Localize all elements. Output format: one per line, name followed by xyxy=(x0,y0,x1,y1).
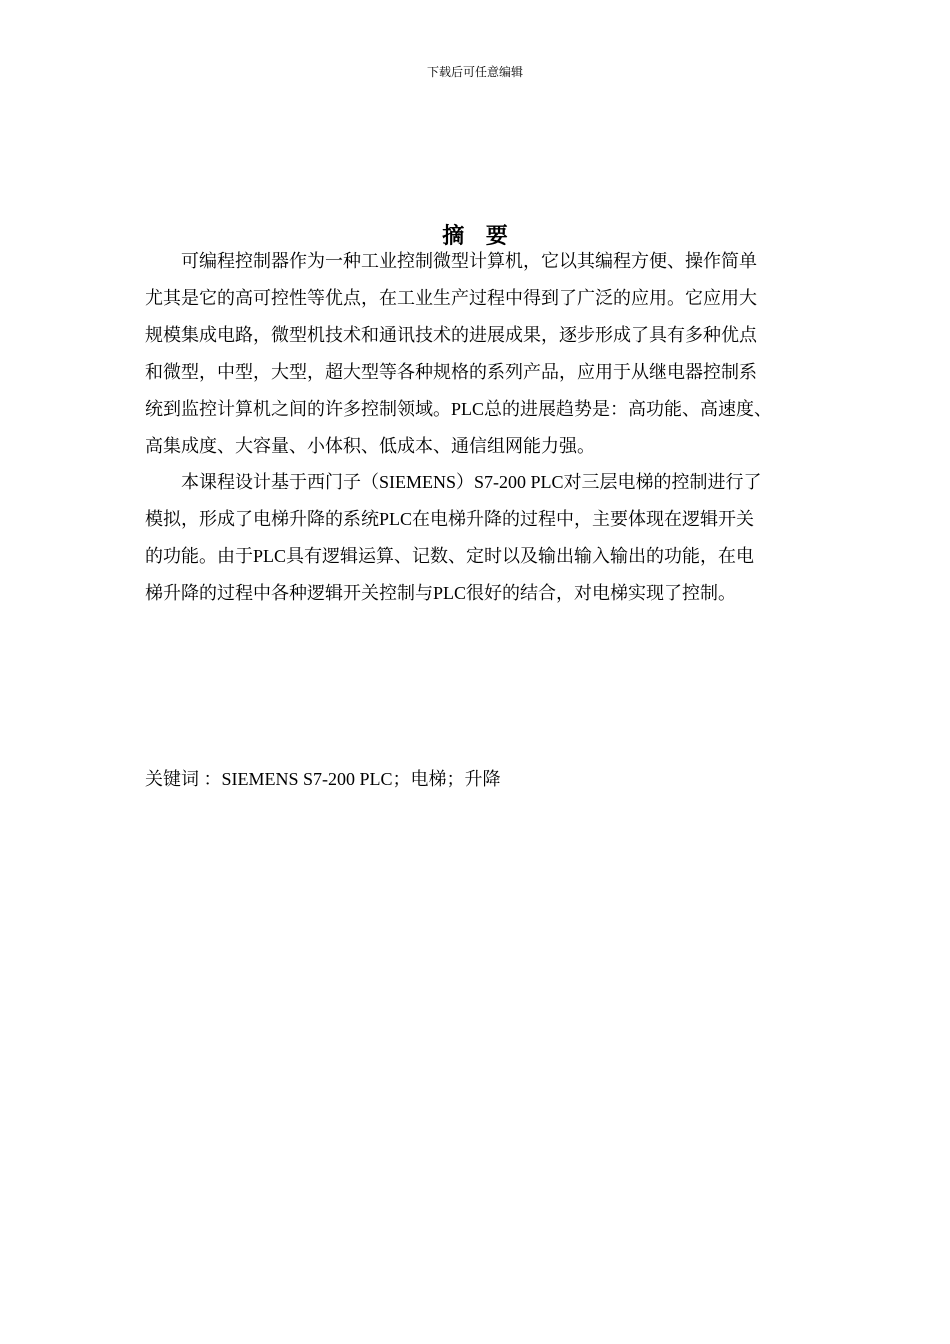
paragraph-line: 梯升降的过程中各种逻辑开关控制与PLC很好的结合，对电梯实现了控制。 xyxy=(145,583,737,603)
paragraph-line: 规模集成电路，微型机技术和通讯技术的进展成果，逐步形成了具有多种优点 xyxy=(145,325,757,345)
abstract-title: 摘 要 xyxy=(442,223,516,248)
paragraph-line: 和微型，中型，大型，超大型等各种规格的系列产品，应用于从继电器控制系 xyxy=(145,362,757,382)
paragraph-line: 统到监控计算机之间的许多控制领域。PLC总的进展趋势是：高功能、高速度、 xyxy=(145,399,773,419)
page-header-note: 下载后可任意编辑 xyxy=(426,65,523,79)
keywords-line: 关键词 ：SIEMENS S7-200 PLC；电梯；升降 xyxy=(145,769,501,789)
paragraph-line: 的功能。由于PLC具有逻辑运算、记数、定时以及输出输入输出的功能，在电 xyxy=(145,546,755,566)
paragraph-line: 高集成度、大容量、小体积、低成本、通信组网能力强。 xyxy=(145,436,595,456)
paragraph-line: 可编程控制器作为一种工业控制微型计算机，它以其编程方便、操作简单 xyxy=(181,251,757,271)
paragraph-line: 模拟，形成了电梯升降的系统PLC在电梯升降的过程中，主要体现在逻辑开关 xyxy=(145,509,755,529)
paragraph-line: 尤其是它的高可控性等优点，在工业生产过程中得到了广泛的应用。它应用大 xyxy=(145,288,757,308)
paragraph-line: 本课程设计基于西门子（SIEMENS）S7-200 PLC对三层电梯的控制进行了 xyxy=(181,472,762,492)
